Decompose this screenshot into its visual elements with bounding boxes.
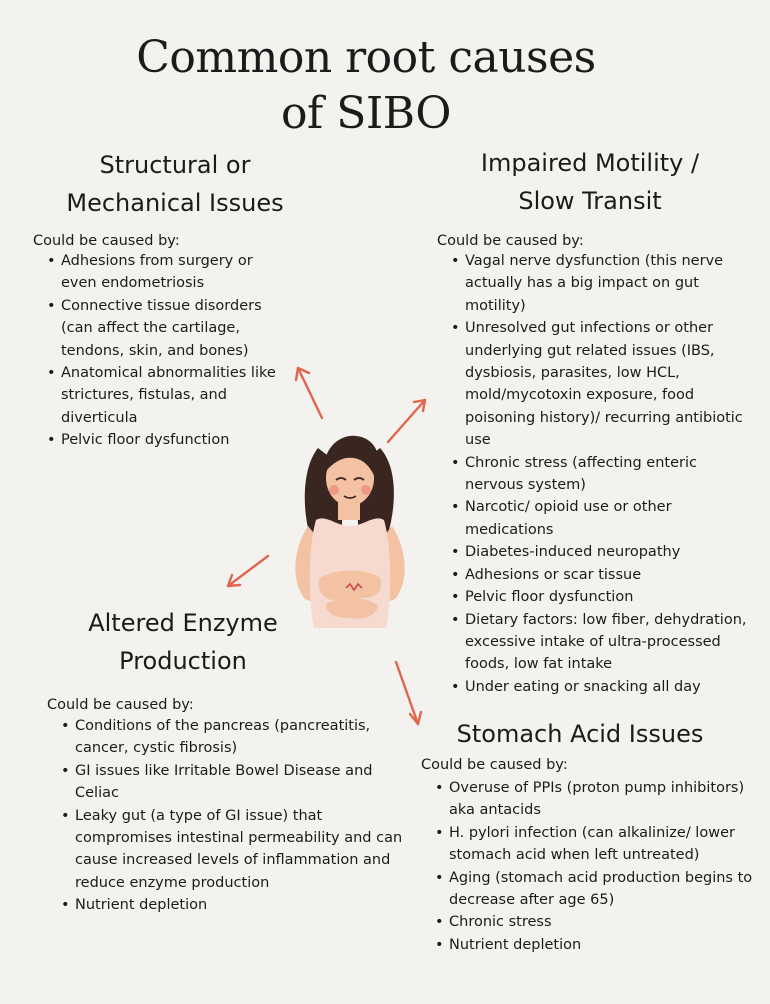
list-item: • Pelvic floor dysfunction [47, 429, 287, 451]
list-item: • Conditions of the pancreas (pancreatitis, cancer, cystic fibrosis) [61, 715, 406, 760]
structural-heading-line-2: Mechanical Issues [66, 189, 284, 217]
list-item: • Pelvic floor dysfunction [451, 586, 757, 608]
list-item: • Diabetes-induced neuropathy [451, 541, 757, 563]
arrow-down-left-icon [228, 556, 268, 586]
list-item: • Narcotic/ opioid use or other medications [451, 496, 757, 541]
list-item: • Vagal nerve dysfunction (this nerve actually has a big impact on gut motility) [451, 250, 757, 317]
list-item: • Anatomical abnormalities like strictures, fistulas, and diverticula [47, 362, 287, 429]
structural-heading-line-1: Structural or [99, 151, 251, 179]
enzyme-caused-by: Could be caused by: [47, 697, 194, 713]
list-item: • Nutrient depletion [435, 934, 760, 956]
woman-stomach-pain-illustration [280, 428, 420, 636]
structural-caused-by: Could be caused by: [33, 233, 180, 249]
list-item: • H. pylori infection (can alkalinize/ lower stomach acid when left untreated) [435, 822, 760, 867]
list-item: • Connective tissue disorders (can affect the cartilage, tendons, skin, and bones) [47, 295, 287, 362]
list-item: • Chronic stress (affecting enteric nervous system) [451, 452, 757, 497]
motility-heading-line-2: Slow Transit [518, 187, 662, 215]
list-item: • Leaky gut (a type of GI issue) that compromises intestinal permeability and can cause increased levels of inflammation and reduce enzyme production [61, 805, 406, 895]
motility-caused-by: Could be caused by: [437, 233, 584, 249]
title-line-1: Common root causes [136, 32, 596, 83]
list-item: • Aging (stomach acid production begins to decrease after age 65) [435, 867, 760, 912]
list-item: • Overuse of PPIs (proton pump inhibitors) aka antacids [435, 777, 760, 822]
motility-heading-line-1: Impaired Motility / [480, 149, 700, 177]
list-item: • Under eating or snacking all day [451, 676, 757, 698]
arrow-up-left-icon [296, 368, 322, 418]
acid-heading-line-1: Stomach Acid Issues [456, 720, 704, 748]
list-item: • Adhesions or scar tissue [451, 564, 757, 586]
arrow-down-right-icon [396, 662, 421, 724]
acid-caused-by: Could be caused by: [421, 757, 568, 773]
list-item: • Unresolved gut infections or other underlying gut related issues (IBS, dysbiosis, parasites, low HCL, mold/mycotoxin exposure, food poisoning history)/ recurring antibiotic use [451, 317, 757, 451]
list-item: • GI issues like Irritable Bowel Disease and Celiac [61, 760, 406, 805]
list-item: • Nutrient depletion [61, 894, 406, 916]
title-line-2: of SIBO [280, 88, 451, 139]
enzyme-heading-line-2: Production [119, 647, 247, 675]
list-item: • Chronic stress [435, 911, 760, 933]
list-item: • Dietary factors: low fiber, dehydration, excessive intake of ultra-processed foods, low fat intake [451, 609, 757, 676]
enzyme-heading-line-1: Altered Enzyme [88, 609, 278, 637]
list-item: • Adhesions from surgery or even endometriosis [47, 250, 287, 295]
